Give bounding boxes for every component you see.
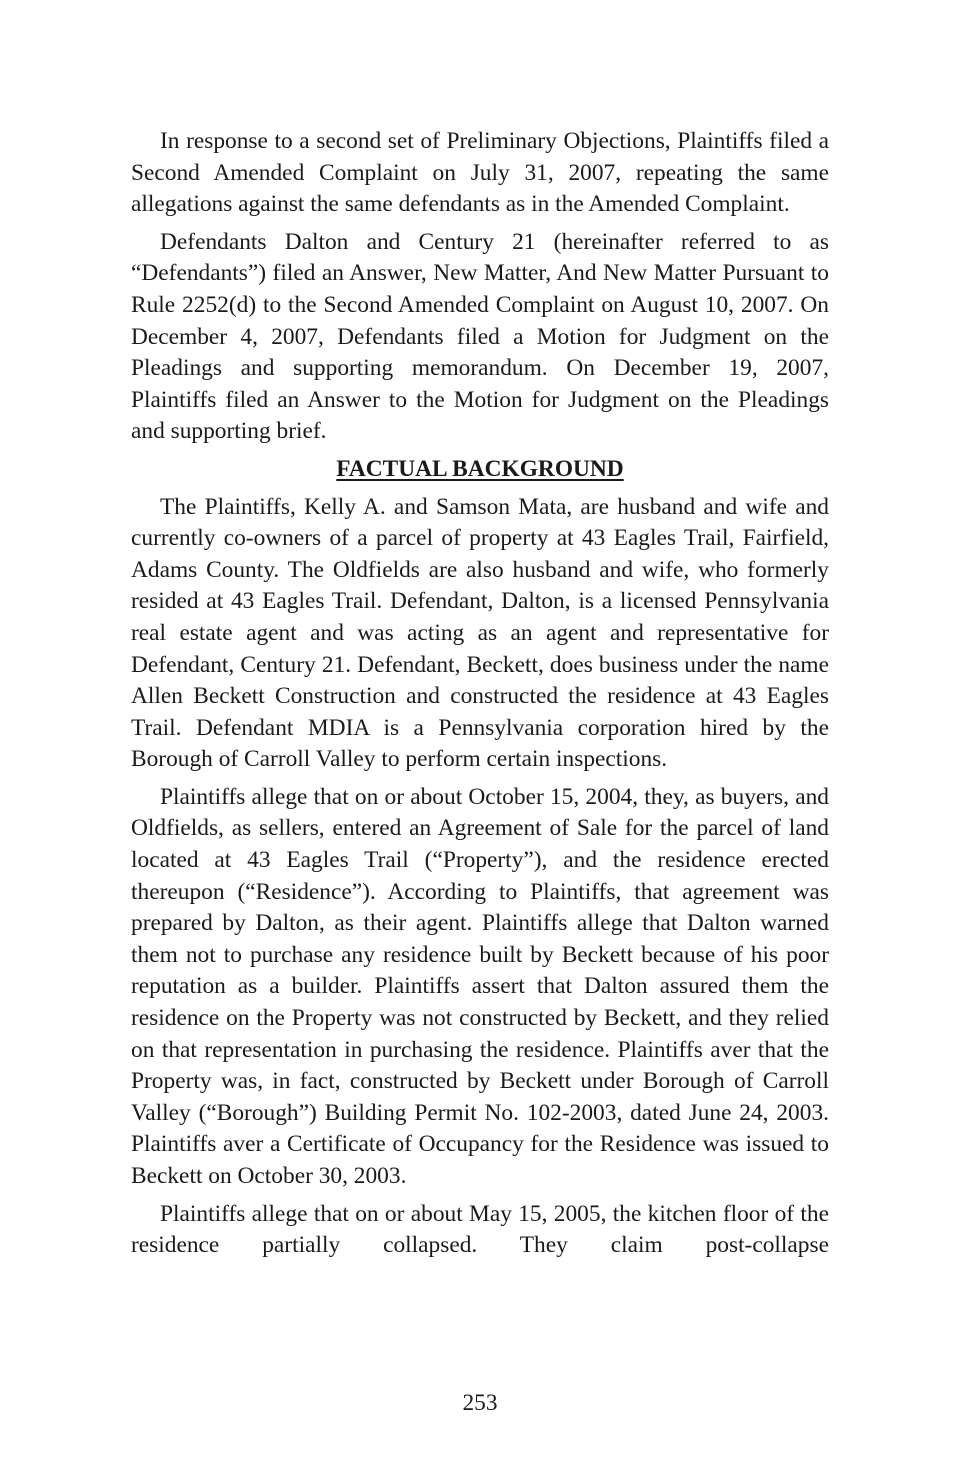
paragraph-kitchen-collapse: Plaintiffs allege that on or about May 15, 2005, the kitchen floor of the residence partially collapsed. They claim post-collapse: [131, 1200, 829, 1259]
paragraph-agreement-of-sale: Plaintiffs allege that on or about October 15, 2004, they, as buyers, and Oldfields, as sellers, entered an Agreement of Sale for the parcel of land located at 43 Eagles Trail (“Property”), and the residence erected thereupon (“Residence”). According to Plaintiffs, that agreement was prepared by Dalton, as their agent. Plaintiffs allege that Dalton warned them not to purchase any residence built by Beckett because of his poor reputation as a builder. Plaintiffs assert that Dalton assured them the residence on the Property was not constructed by Beckett, and they relied on that representation in purchasing the residence. Plaintiffs aver that the Property was, in fact, constructed by Beckett under Borough of Carroll Valley (“Borough”) Building Permit No. 102-2003, dated June 24, 2003. Plaintiffs aver a Certificate of Occupancy for the Residence was issued to Beckett on October 30, 2003.: [131, 783, 829, 1189]
paragraph-parties: The Plaintiffs, Kelly A. and Samson Mata, are husband and wife and currently co-owners of a parcel of property at 43 Eagles Trail, Fairfield, Adams County. The Oldfields are also husband and wife, who formerly resided at 43 Eagles Trail. Defendant, Dalton, is a licensed Pennsylvania real estate agent and was acting as an agent and representative for Defendant, Century 21. Defendant, Beckett, does business under the name Allen Beckett Construction and constructed the residence at 43 Eagles Trail. Defendant MDIA is a Pennsylvania corporation hired by the Borough of Carroll Valley to perform certain inspections.: [131, 493, 829, 773]
page-number: 253: [462, 1390, 498, 1416]
document-body: [131, 126, 829, 1268]
paragraph-defendants-answer: Defendants Dalton and Century 21 (hereinafter referred to as “Defendants”) filed an Answer, New Matter, And New Matter Pursuant to Rule 2252(d) to the Second Amended Complaint on August 10, 2007. On December 4, 2007, Defendants filed a Motion for Judgment on the Pleadings and supporting memorandum. On December 19, 2007, Plaintiffs filed an Answer to the Motion for Judgment on the Pleadings and supporting brief.: [131, 228, 829, 445]
paragraph-second-amended-complaint: In response to a second set of Preliminary Objections, Plaintiffs filed a Second Amended Complaint on July 31, 2007, repeating the same allegations against the same defendants as in the Amended Complaint.: [131, 128, 829, 218]
section-heading-factual-background: FACTUAL BACKGROUND: [336, 455, 624, 482]
